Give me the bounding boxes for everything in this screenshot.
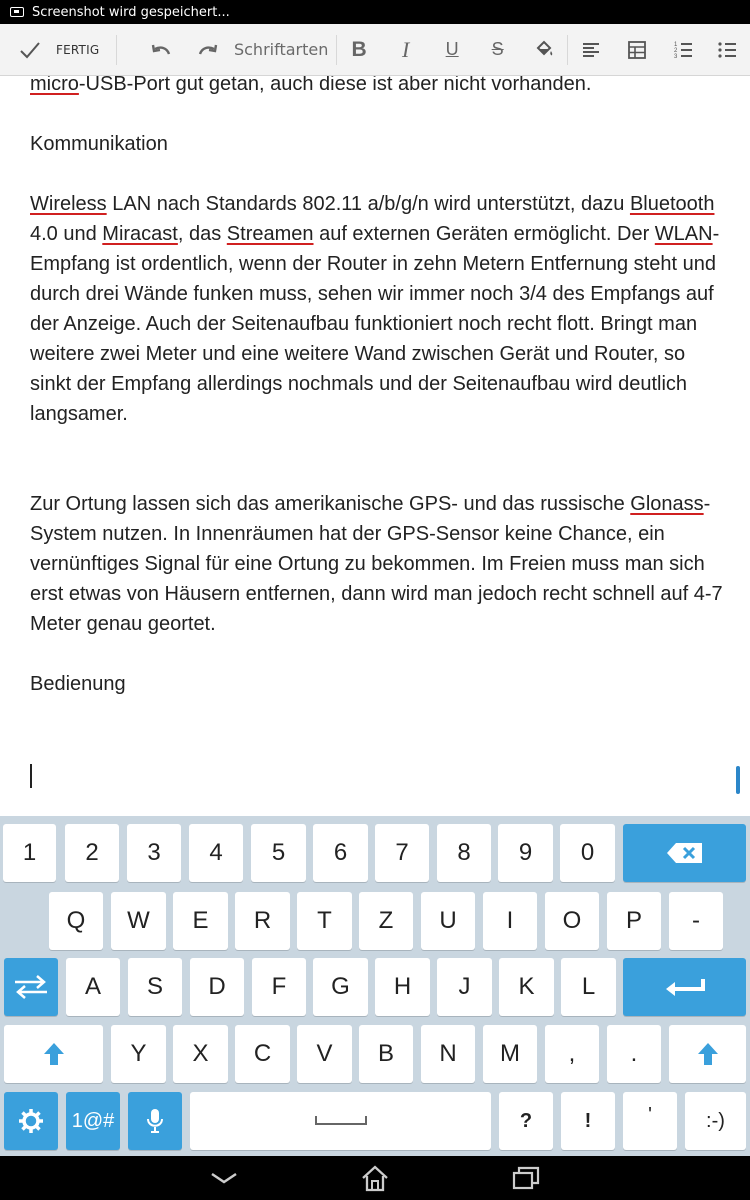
paragraph: [30, 489, 730, 639]
key-2[interactable]: 2: [65, 824, 119, 882]
bold-button[interactable]: B: [351, 37, 367, 61]
on-screen-keyboard: [0, 816, 750, 1156]
key-p[interactable]: P: [607, 892, 661, 950]
heading-bedienung: Bedienung: [30, 673, 126, 695]
key-v[interactable]: V: [297, 1025, 352, 1083]
key-z[interactable]: Z: [359, 892, 413, 950]
key-exclaim[interactable]: !: [561, 1092, 615, 1150]
key-comma[interactable]: ,: [545, 1025, 599, 1083]
key-k[interactable]: K: [499, 958, 554, 1016]
key-m[interactable]: M: [483, 1025, 537, 1083]
bullet-list-icon: [715, 38, 739, 62]
key-q[interactable]: Q: [49, 892, 103, 950]
recent-apps-icon: [511, 1165, 541, 1191]
home-button[interactable]: [359, 1162, 391, 1194]
numbered-list-icon: [671, 38, 695, 62]
text-run: -Empfang ist ordentlich, wenn der Router in zehn Metern Entfernung steht und durch drei Wände funken muss, sehen wir immer noch 3/4 des Empfangs auf der Anzeige. Auch der Seitenaufbau funktioniert noch recht flott. Bringt man weitere zwei Meter und eine weitere Wand zwischen Gerät und Router, so sinkt der Empfang allerdings nochmals und der Seitenaufbau wird deutlich langsamer.: [30, 223, 720, 425]
editor-toolbar: [0, 24, 750, 76]
keyboard-settings-key[interactable]: [4, 1092, 58, 1150]
numbered-list-button[interactable]: [661, 24, 705, 76]
key-a[interactable]: A: [66, 958, 120, 1016]
misspelled-word: Bluetooth: [629, 193, 715, 215]
key-o[interactable]: O: [545, 892, 599, 950]
key-9[interactable]: 9: [498, 824, 553, 882]
key-hyphen[interactable]: -: [669, 892, 723, 950]
key-7[interactable]: 7: [375, 824, 429, 882]
key-i[interactable]: I: [483, 892, 537, 950]
strikethrough-button[interactable]: S: [491, 39, 504, 59]
gear-icon: [18, 1108, 44, 1134]
key-6[interactable]: 6: [313, 824, 368, 882]
done-label: FERTIG: [56, 42, 100, 57]
table-icon: [625, 38, 649, 62]
space-bar-icon: [314, 1114, 368, 1128]
align-button[interactable]: [568, 24, 614, 76]
shift-arrow-icon: [42, 1041, 66, 1067]
svg-text:2: 2: [673, 47, 678, 54]
status-notification: Screenshot wird gespeichert...: [32, 4, 230, 20]
text-run: auf externen Geräten ermöglicht. Der: [313, 223, 655, 245]
key-w[interactable]: W: [111, 892, 166, 950]
misspelled-word: Miracast: [102, 223, 178, 245]
done-button[interactable]: [0, 35, 117, 65]
key-smiley[interactable]: :-): [685, 1092, 746, 1150]
heading-kommunikation: Kommunikation: [30, 133, 168, 155]
key-l[interactable]: L: [561, 958, 616, 1016]
key-y[interactable]: Y: [111, 1025, 166, 1083]
bullet-list-button[interactable]: [704, 24, 750, 76]
language-switch-key[interactable]: [4, 958, 58, 1016]
scroll-indicator[interactable]: [736, 766, 740, 794]
navigation-bar: [0, 1156, 750, 1200]
enter-key[interactable]: [623, 958, 746, 1016]
backspace-icon: [666, 842, 704, 864]
shift-right-key[interactable]: [669, 1025, 746, 1083]
misspelled-word: WLAN: [654, 223, 713, 245]
key-x[interactable]: X: [173, 1025, 228, 1083]
paragraph: [30, 76, 730, 99]
home-icon: [360, 1164, 390, 1192]
text-run: , das: [177, 223, 227, 245]
undo-button[interactable]: [131, 24, 190, 76]
key-0[interactable]: 0: [560, 824, 615, 882]
undo-icon: [149, 38, 173, 62]
chevron-down-icon: [209, 1171, 239, 1185]
microphone-icon: [146, 1108, 164, 1134]
svg-text:3: 3: [673, 53, 678, 60]
screenshot-icon: [10, 7, 24, 17]
document-body[interactable]: [0, 76, 750, 816]
underline-button[interactable]: U: [445, 39, 459, 59]
paint-bucket-icon: [532, 38, 556, 62]
redo-button[interactable]: [190, 24, 226, 76]
key-r[interactable]: R: [235, 892, 290, 950]
checkmark-icon: [18, 38, 42, 62]
switch-arrows-icon: [13, 974, 49, 1000]
paragraph: [30, 189, 730, 429]
status-bar: [0, 0, 750, 24]
key-u[interactable]: U: [421, 892, 475, 950]
text-run: Zur Ortung lassen sich das amerikanische GPS- und das russische: [30, 493, 631, 515]
redo-icon: [196, 38, 220, 62]
text-run: 4.0 und: [30, 223, 103, 245]
shift-left-key[interactable]: [4, 1025, 103, 1083]
text-run: LAN nach Standards 802.11 a/b/g/n wird unterstützt, dazu: [106, 193, 630, 215]
italic-button[interactable]: I: [401, 36, 410, 62]
back-button[interactable]: [208, 1162, 240, 1194]
key-apostrophe[interactable]: ': [623, 1092, 677, 1150]
misspelled-word: micro: [30, 76, 79, 95]
recent-apps-button[interactable]: [510, 1162, 542, 1194]
voice-input-key[interactable]: [128, 1092, 182, 1150]
enter-icon: [663, 976, 707, 998]
key-1[interactable]: 1: [3, 824, 56, 882]
key-4[interactable]: 4: [189, 824, 243, 882]
text-run: -System nutzen. In Innenräumen hat der GPS-Sensor keine Chance, ein vernünftiges Signal für eine Ortung zu bekommen. Im Freien muss man sich erst etwas von Häusern entfernen, dann wird man jedoch recht schnell auf 4-7 Meter genau geortet.: [30, 493, 723, 635]
space-key[interactable]: [190, 1092, 491, 1150]
misspelled-word: Glonass: [630, 493, 704, 515]
svg-text:1: 1: [673, 41, 678, 48]
backspace-key[interactable]: [623, 824, 746, 882]
key-8[interactable]: 8: [437, 824, 491, 882]
key-f[interactable]: F: [252, 958, 306, 1016]
key-s[interactable]: S: [128, 958, 182, 1016]
key-5[interactable]: 5: [251, 824, 306, 882]
key-g[interactable]: G: [313, 958, 368, 1016]
misspelled-word: Wireless: [30, 193, 107, 215]
key-period[interactable]: .: [607, 1025, 661, 1083]
fonts-dropdown[interactable]: Schriftarten: [233, 40, 329, 59]
key-c[interactable]: C: [235, 1025, 290, 1083]
fill-color-button[interactable]: [521, 24, 567, 76]
text-cursor: [30, 764, 32, 788]
key-h[interactable]: H: [375, 958, 430, 1016]
shift-arrow-icon: [696, 1041, 720, 1067]
key-3[interactable]: 3: [127, 824, 181, 882]
table-button[interactable]: [613, 24, 661, 76]
key-e[interactable]: E: [173, 892, 228, 950]
key-n[interactable]: N: [421, 1025, 475, 1083]
symbols-key[interactable]: 1@#: [66, 1092, 120, 1150]
key-j[interactable]: J: [437, 958, 492, 1016]
align-left-icon: [579, 38, 603, 62]
key-t[interactable]: T: [297, 892, 352, 950]
key-question[interactable]: ?: [499, 1092, 553, 1150]
misspelled-word: Streamen: [226, 223, 314, 245]
key-b[interactable]: B: [359, 1025, 413, 1083]
text-run: -USB-Port gut getan, auch diese ist aber nicht vorhanden.: [78, 76, 592, 95]
key-d[interactable]: D: [190, 958, 244, 1016]
